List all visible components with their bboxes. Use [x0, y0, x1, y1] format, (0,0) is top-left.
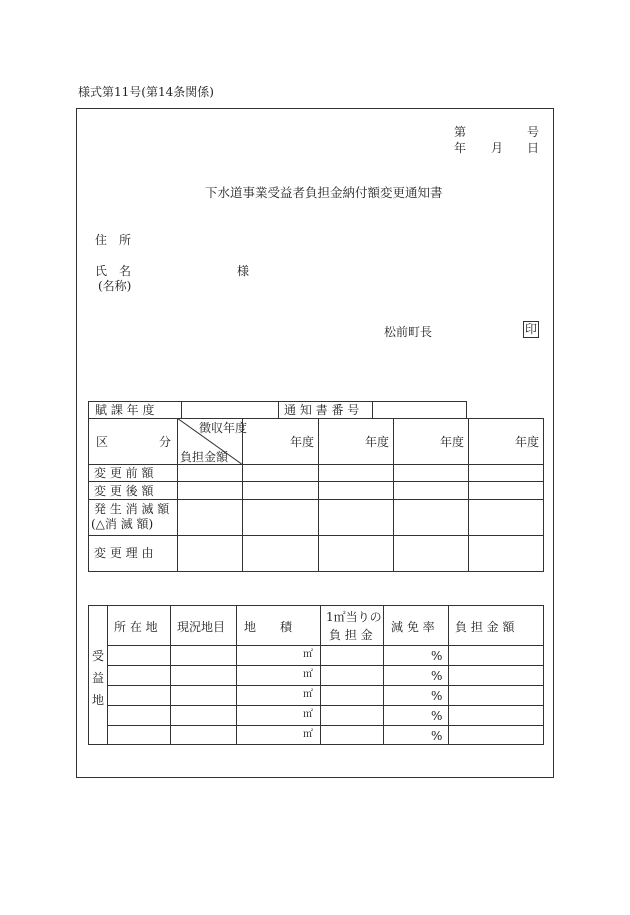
hdr-amount: 負 担 金 額: [455, 620, 515, 634]
unit-area: ㎡: [303, 689, 313, 700]
t1-line: [468, 418, 469, 572]
side-label-2: 益: [92, 671, 105, 685]
t2-line: [107, 665, 543, 666]
number-dai: 第: [454, 125, 467, 139]
t2-line: [543, 605, 544, 745]
t2-line: [107, 685, 543, 686]
t2-line: [88, 605, 89, 745]
t1-line: [88, 571, 543, 572]
t2-line: [107, 605, 108, 745]
t1-line: [88, 481, 543, 482]
unit-area: ㎡: [303, 709, 313, 720]
division-label-text: 区 分: [96, 435, 171, 449]
t2-line: [170, 605, 171, 745]
honorific: 様: [237, 264, 250, 278]
t1-line: [88, 464, 543, 465]
document-title: 下水道事業受益者負担金納付額変更通知書: [205, 185, 443, 200]
unit-pct: %: [431, 729, 443, 743]
t2-line: [236, 605, 237, 745]
year-col-3: 年度: [440, 435, 465, 449]
hdr-area: 地 積: [244, 620, 293, 634]
unit-area: ㎡: [303, 729, 313, 740]
row-occur: 発 生 消 滅 額: [94, 502, 170, 516]
t1-line: [88, 499, 543, 500]
year-col-2: 年度: [365, 435, 390, 449]
t2-line: [88, 605, 543, 606]
t2-line: [383, 605, 384, 745]
t2-line: [107, 725, 543, 726]
t1-line: [393, 418, 394, 572]
row-before: 変 更 前 額: [94, 466, 154, 480]
hdr-per-m2-1: 1㎡当りの: [326, 610, 382, 624]
seal-mark: 印: [524, 322, 537, 336]
name-label: 氏 名: [95, 264, 132, 278]
t1-line: [466, 401, 467, 418]
hdr-per-m2-2: 負 担 金: [329, 628, 373, 642]
number-go: 号: [527, 125, 540, 139]
t1-line: [181, 401, 182, 418]
t1-line: [372, 401, 373, 418]
t1-line: [88, 418, 543, 419]
hdr-land-type: 現況地目: [177, 620, 226, 634]
date-day: 日: [527, 141, 540, 155]
t1-line: [278, 401, 279, 418]
t1-line: [543, 418, 544, 572]
unit-pct: %: [431, 669, 443, 683]
year-col-4: 年度: [515, 435, 540, 449]
unit-pct: %: [431, 709, 443, 723]
fiscal-year-label: 賦 課 年 度: [95, 403, 155, 417]
notice-no-label: 通 知 書 番 号: [284, 403, 360, 417]
issuer: 松前町長: [384, 325, 433, 339]
t2-line: [320, 605, 321, 745]
t2-line: [107, 705, 543, 706]
hdr-location: 所 在 地: [114, 620, 158, 634]
t2-line: [88, 744, 543, 745]
address-label: 住 所: [95, 233, 132, 247]
unit-area: ㎡: [303, 649, 313, 660]
diag-bottom-label: 負担金額: [180, 450, 229, 464]
form-label: 様式第11号(第14条関係): [78, 85, 214, 99]
date-month: 月: [491, 141, 504, 155]
name-note: (名称): [98, 279, 132, 293]
division-label: [96, 436, 171, 448]
side-label-1: 受: [92, 649, 105, 663]
row-after: 変 更 後 額: [94, 484, 154, 498]
t2-line: [107, 645, 543, 646]
diag-top-label: 徴収年度: [199, 421, 248, 435]
year-col-1: 年度: [290, 435, 315, 449]
t1-line: [88, 401, 89, 572]
t1-line: [88, 535, 543, 536]
unit-pct: %: [431, 649, 443, 663]
t1-line: [318, 418, 319, 572]
row-extinct: (△消 滅 額): [91, 517, 154, 531]
t2-line: [448, 605, 449, 745]
hdr-reduction: 減 免 率: [391, 620, 435, 634]
unit-area: ㎡: [303, 669, 313, 680]
row-reason: 変 更 理 由: [94, 546, 154, 560]
date-year: 年: [454, 141, 467, 155]
unit-pct: %: [431, 689, 443, 703]
side-label-3: 地: [92, 693, 105, 707]
